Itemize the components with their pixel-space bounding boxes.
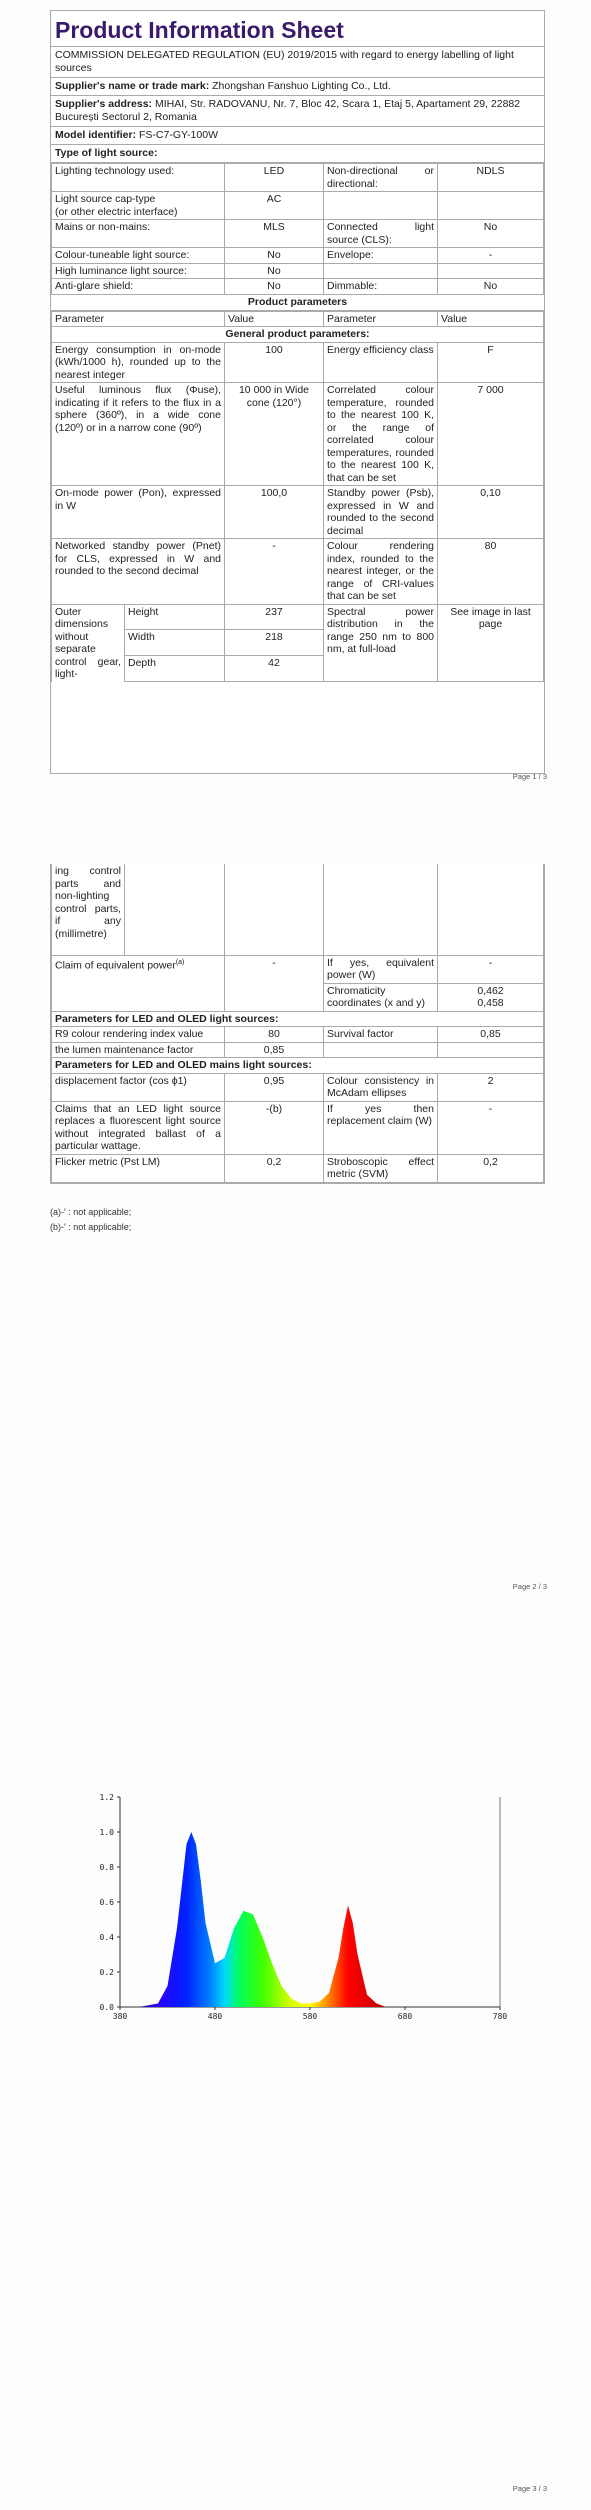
spectrum-area: [120, 1832, 500, 2007]
led-param-cell: 0,85: [438, 1027, 544, 1043]
general-param-cell: Energy consumption in on-mode (kWh/1000 h), rounded up to the nearest integer: [52, 342, 225, 383]
general-title: General product parameters:: [52, 327, 544, 343]
led-param-cell: 0,85: [225, 1042, 324, 1058]
dim-value-depth: 42: [225, 656, 324, 682]
page-number: Page 2 / 3: [512, 1582, 547, 1591]
supplier-address-label: Supplier's address:: [55, 98, 153, 110]
mains-param-cell: -: [438, 1101, 544, 1154]
type-cell: Light source cap-type (or other electric interface): [52, 192, 225, 220]
led-param-row: [52, 1042, 544, 1058]
type-label: Type of light source:: [51, 145, 544, 163]
y-tick-label: 1.2: [99, 1793, 114, 1802]
claim-table: [51, 955, 544, 1183]
dim-label-width: Width: [125, 630, 225, 656]
chromaticity-y: 0,458: [477, 997, 504, 1009]
page-number: Page 1 / 3: [512, 772, 547, 781]
model-identifier: FS-C7-GY-100W: [139, 129, 218, 141]
supplier-name: Zhongshan Fanshuo Lighting Co., Ltd.: [212, 80, 391, 92]
params-title: Product parameters: [51, 295, 544, 311]
led-param-cell: the lumen maintenance factor: [52, 1042, 225, 1058]
general-param-row: [52, 342, 544, 383]
x-tick-label: 380: [112, 2012, 128, 2021]
x-tick-label: 680: [397, 2012, 413, 2021]
type-cell: Envelope:: [324, 248, 438, 264]
type-cell: MLS: [225, 220, 324, 248]
type-cell: No: [438, 279, 544, 295]
page-2: [0, 860, 591, 1640]
type-cell: AC: [225, 192, 324, 220]
general-param-cell: Colour rendering index, rounded to the nearest integer, or the range of CRI-values that can be set: [324, 539, 438, 605]
general-param-cell: 100,0: [225, 486, 324, 539]
param-head-1: Parameter: [52, 311, 225, 327]
spectral-chart: [80, 1785, 520, 2025]
led-param-cell: 80: [225, 1027, 324, 1043]
params-table: [51, 311, 544, 605]
led-param-cell: Survival factor: [324, 1027, 438, 1043]
chromaticity-x: 0,462: [477, 984, 504, 997]
outer-dimensions-label: Outer dimensions without separate control gear, light-: [52, 604, 125, 682]
mains-param-cell: 0,2: [225, 1154, 324, 1182]
supplier-name-row: [51, 78, 544, 96]
led-param-row: [52, 1027, 544, 1043]
footnote-a: (a)-' : not applicable;: [50, 1207, 132, 1217]
mains-param-cell: 2: [438, 1073, 544, 1101]
mains-param-cell: 0,2: [438, 1154, 544, 1182]
type-row: [52, 164, 544, 192]
info-sheet-page2: [50, 864, 545, 1184]
mains-param-cell: If yes then replacement claim (W): [324, 1101, 438, 1154]
type-cell: LED: [225, 164, 324, 192]
info-sheet-page1: [50, 10, 545, 774]
chromaticity-values: [438, 983, 544, 1011]
general-param-row: [52, 383, 544, 486]
footnote-b: (b)-' : not applicable;: [50, 1222, 132, 1232]
general-param-cell: 0,10: [438, 486, 544, 539]
y-tick-label: 1.0: [99, 1828, 114, 1837]
mains-param-row: [52, 1101, 544, 1154]
general-param-cell: On-mode power (Pon), expressed in W: [52, 486, 225, 539]
mains-param-cell: Stroboscopic effect metric (SVM): [324, 1154, 438, 1182]
type-row: [52, 263, 544, 279]
mains-params-title: Parameters for LED and OLED mains light sources:: [52, 1058, 544, 1074]
type-cell: No: [438, 220, 544, 248]
type-cell: [438, 192, 544, 220]
mains-param-cell: Colour consistency in McAdam ellipses: [324, 1073, 438, 1101]
mains-param-row: [52, 1154, 544, 1182]
type-cell: Dimmable:: [324, 279, 438, 295]
dim-value-width: 218: [225, 630, 324, 656]
y-tick-label: 0.2: [99, 1968, 114, 1977]
general-param-cell: Correlated colour temperature, rounded to the nearest 100 K, or the range of correlated colour temperatures, rounded to the nearest 100 K, that can be set: [324, 383, 438, 486]
equiv-power-value: -: [438, 955, 544, 983]
general-param-row: [52, 486, 544, 539]
mains-param-cell: Flicker metric (Pst LM): [52, 1154, 225, 1182]
x-tick-label: 480: [207, 2012, 223, 2021]
led-param-cell: [324, 1042, 438, 1058]
y-tick-label: 0.8: [99, 1863, 114, 1872]
dim-label-height: Height: [125, 604, 225, 630]
claim-value: -: [225, 955, 324, 1011]
type-cell: Anti-glare shield:: [52, 279, 225, 295]
page-1: [0, 0, 591, 810]
type-cell: Non-directional or directional:: [324, 164, 438, 192]
type-cell: [324, 263, 438, 279]
params-header-row: [52, 311, 544, 327]
model-label: Model identifier:: [55, 129, 137, 141]
dim-value-height: 237: [225, 604, 324, 630]
spd-label: Spectral power distribution in the range 250 nm to 800 nm, at full-load: [324, 604, 438, 682]
type-row: [52, 279, 544, 295]
general-param-cell: -: [225, 539, 324, 605]
mains-param-cell: -(b): [225, 1101, 324, 1154]
page-title: Product Information Sheet: [51, 11, 544, 47]
outer-dimensions-cont: ing control parts and non-lighting control parts, if any (millimetre): [52, 864, 125, 955]
supplier-address: MIHAI, Str. RADOVANU, Nr. 7, Bloc 42, Scara 1, Etaj 5, Apartament 29, 22882 București Sectorul 2, Romania: [55, 98, 521, 123]
general-param-cell: 80: [438, 539, 544, 605]
led-param-cell: [438, 1042, 544, 1058]
type-cell: High luminance light source:: [52, 263, 225, 279]
equiv-power-label: If yes, equivalent power (W): [324, 955, 438, 983]
mains-param-cell: Claims that an LED light source replaces a fluorescent light source without integrated ballast of a particular wattage.: [52, 1101, 225, 1154]
type-table: [51, 163, 544, 295]
model-row: [51, 127, 544, 145]
dim-label-depth: Depth: [125, 656, 225, 682]
supplier-address-row: [51, 96, 544, 127]
param-head-2: Value: [225, 311, 324, 327]
spd-value: See image in last page: [438, 604, 544, 682]
led-param-cell: R9 colour rendering index value: [52, 1027, 225, 1043]
claim-label-cell: [52, 955, 225, 1011]
general-param-cell: Standby power (Psb), expressed in W and rounded to the second decimal: [324, 486, 438, 539]
chromaticity-label: Chromaticity coordinates (x and y): [324, 983, 438, 1011]
x-tick-label: 780: [492, 2012, 508, 2021]
claim-footnote-mark: (a): [175, 958, 185, 966]
spectrum-svg: [80, 1785, 520, 2025]
type-cell: -: [438, 248, 544, 264]
type-cell: Connected light source (CLS):: [324, 220, 438, 248]
type-row: [52, 192, 544, 220]
param-head-3: Parameter: [324, 311, 438, 327]
general-param-cell: F: [438, 342, 544, 383]
param-head-4: Value: [438, 311, 544, 327]
type-cell: Colour-tuneable light source:: [52, 248, 225, 264]
general-param-cell: 7 000: [438, 383, 544, 486]
type-cell: No: [225, 263, 324, 279]
y-tick-label: 0.0: [99, 2003, 114, 2012]
regulation-text: COMMISSION DELEGATED REGULATION (EU) 2019/2015 with regard to energy labelling of light sources: [51, 47, 544, 78]
type-cell: NDLS: [438, 164, 544, 192]
page-3: [0, 1680, 591, 2510]
type-row: [52, 220, 544, 248]
general-param-row: [52, 539, 544, 605]
type-cell: [324, 192, 438, 220]
type-cell: Lighting technology used:: [52, 164, 225, 192]
page-number: Page 3 / 3: [512, 2484, 547, 2493]
general-param-cell: Networked standby power (Pnet) for CLS, expressed in W and rounded to the second decimal: [52, 539, 225, 605]
mains-param-cell: 0,95: [225, 1073, 324, 1101]
dimensions-table: [51, 604, 544, 683]
led-params-title: Parameters for LED and OLED light sources:: [52, 1011, 544, 1027]
general-param-cell: 100: [225, 342, 324, 383]
general-param-cell: 10 000 in Wide cone (120°): [225, 383, 324, 486]
type-cell: [438, 263, 544, 279]
mains-param-cell: displacement factor (cos ϕ1): [52, 1073, 225, 1101]
type-row: [52, 248, 544, 264]
footnotes: [50, 1205, 131, 1235]
y-tick-label: 0.4: [99, 1933, 114, 1942]
mains-param-row: [52, 1073, 544, 1101]
type-cell: Mains or non-mains:: [52, 220, 225, 248]
general-param-cell: Useful luminous flux (Φuse), indicating if it refers to the flux in a sphere (360º), in a wide cone (120º) or in a narrow cone (90º): [52, 383, 225, 486]
y-tick-label: 0.6: [99, 1898, 114, 1907]
continuation-table: [51, 864, 544, 956]
x-tick-label: 580: [302, 2012, 318, 2021]
type-cell: No: [225, 248, 324, 264]
supplier-name-label: Supplier's name or trade mark:: [55, 80, 210, 92]
claim-label: Claim of equivalent power: [55, 959, 176, 971]
general-param-cell: Energy efficiency class: [324, 342, 438, 383]
type-cell: No: [225, 279, 324, 295]
